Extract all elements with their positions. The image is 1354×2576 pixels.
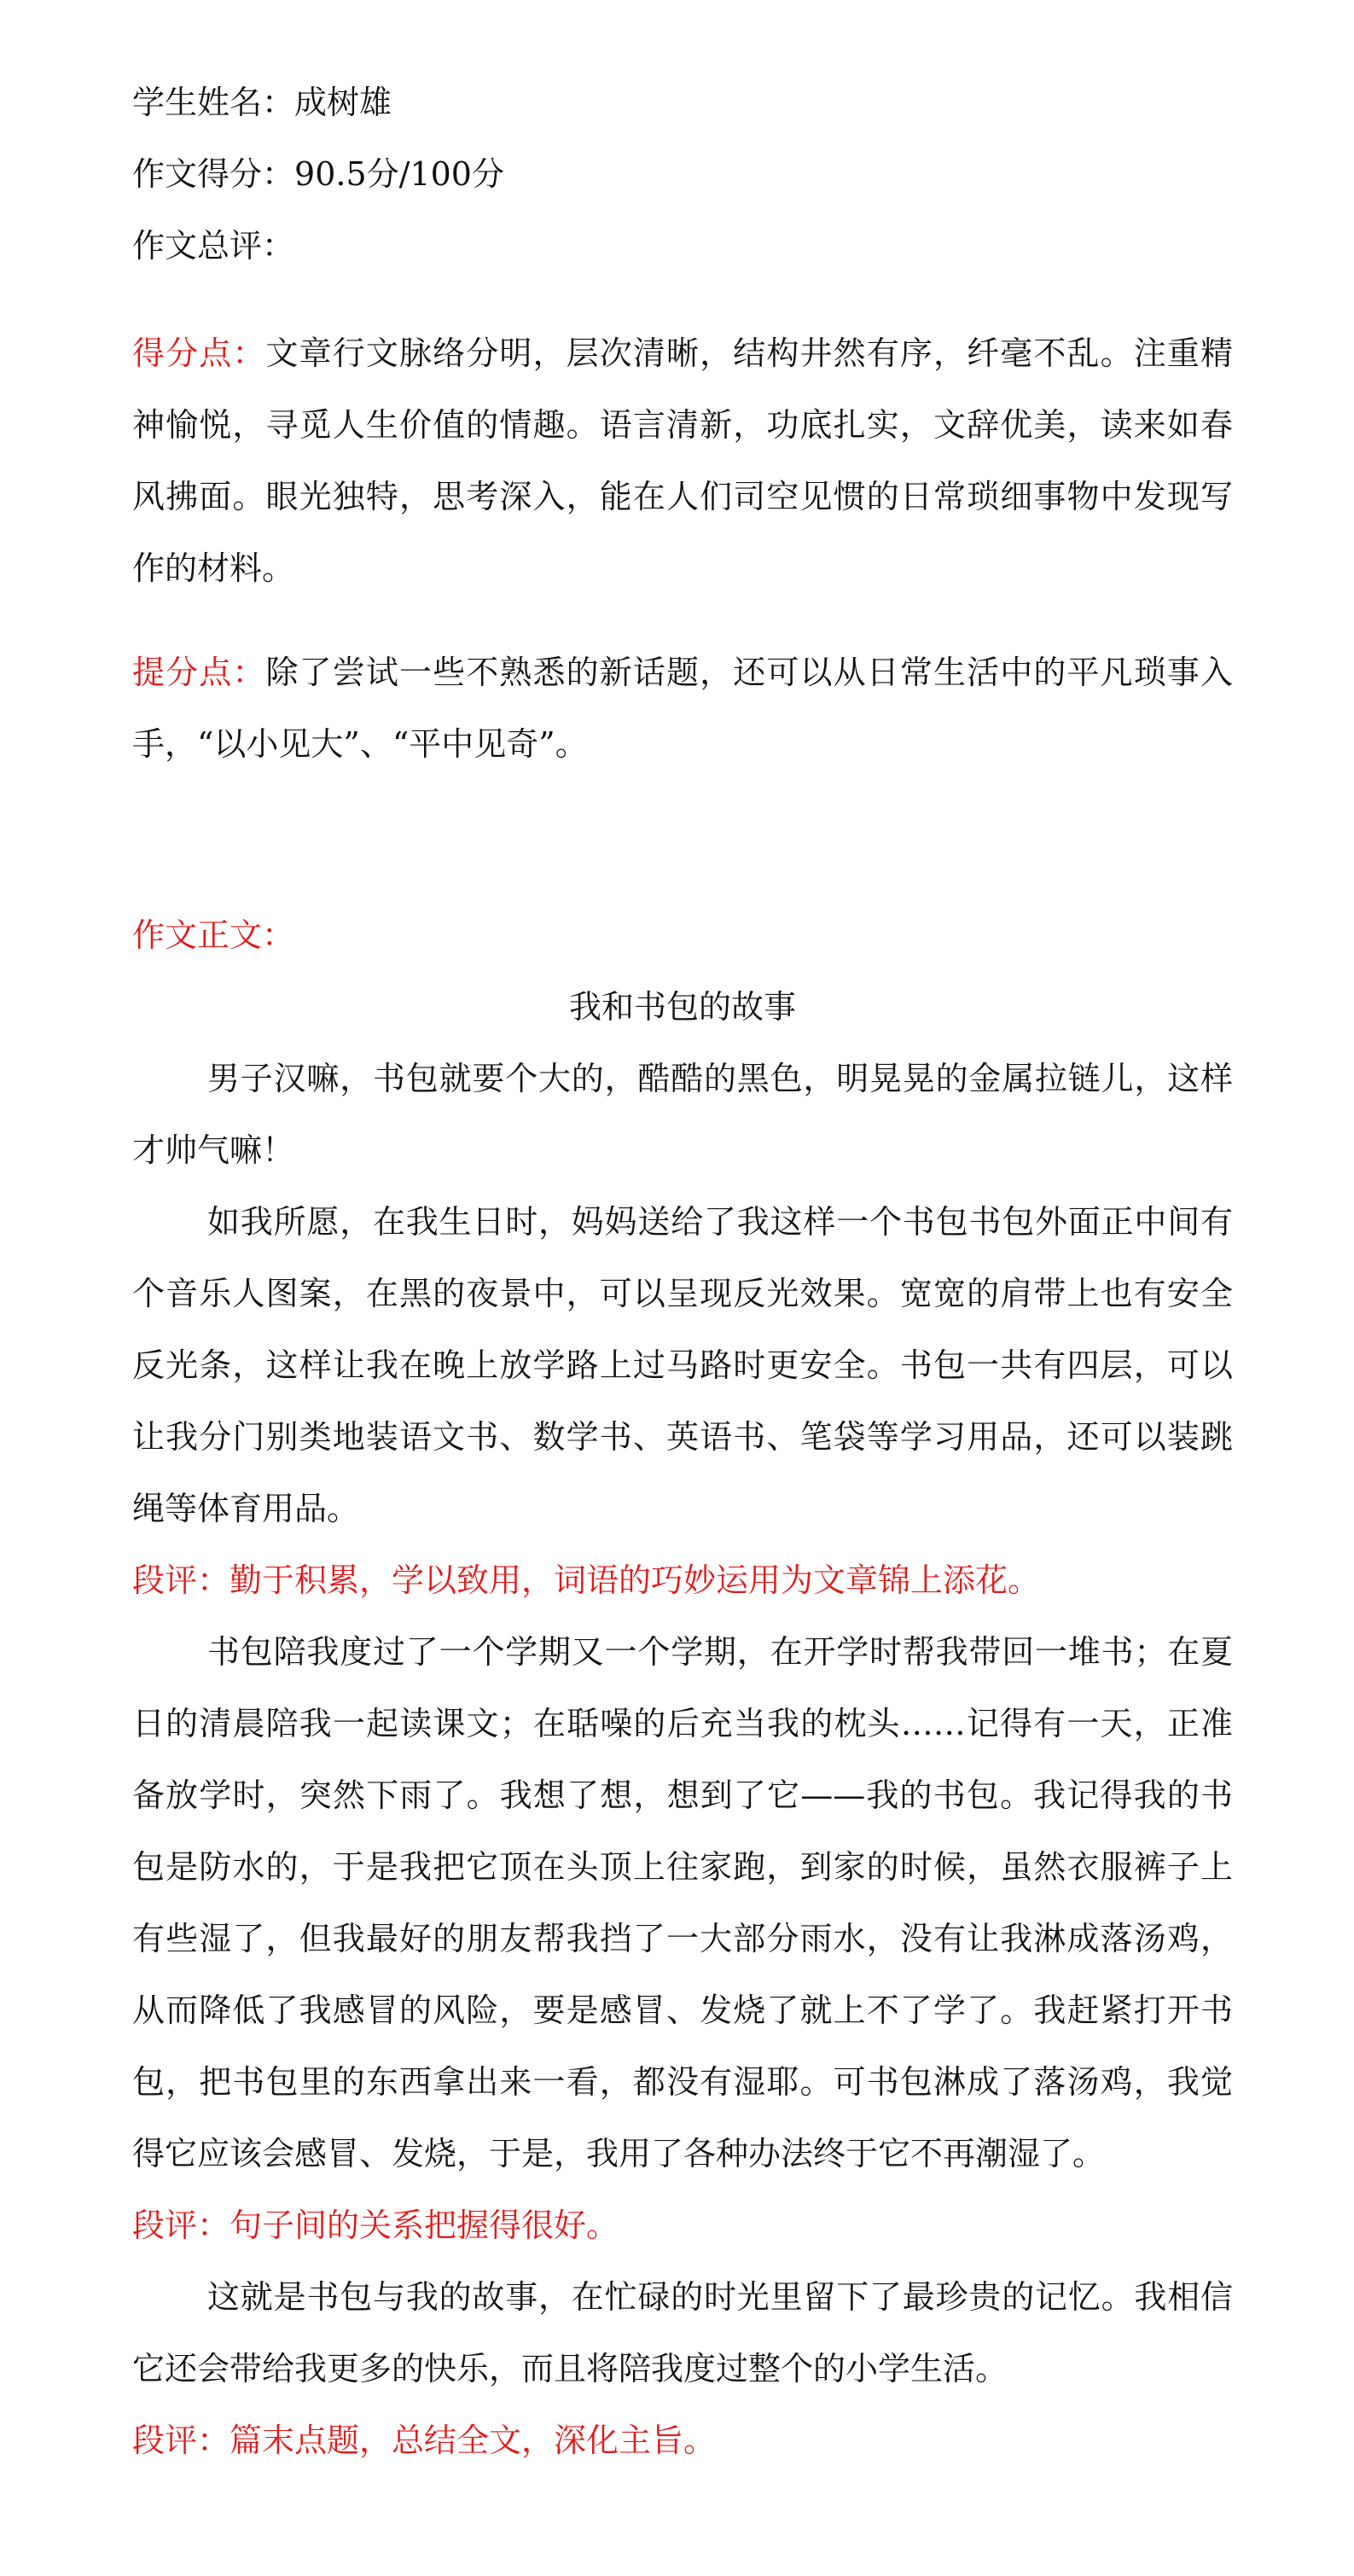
- paragraph-comment: 段评：句子间的关系把握得很好。: [132, 2207, 619, 2244]
- student-name-label: 学生姓名：: [132, 84, 295, 121]
- score-label: 作文得分：: [132, 155, 295, 193]
- essay-paragraph: 书包陪我度过了一个学期又一个学期，在开学时帮我带回一堆书；在夏日的清晨陪我一起读课文；在聒噪的后充当我的枕头……记得有一天，正准备放学时，突然下雨了。我想了想，想到了它——我的书包。我记得我的书包是防水的，于是我把它顶在头顶上往家跑，到家的时候，虽然衣服裤子上有些湿了，但我最好的朋友帮我挡了一大部分雨水，没有让我淋成落汤鸡，从而降低了我感冒的风险，要是感冒、发烧了就上不了学了。我赶紧打开书包，把书包里的东西拿出来一看，都没有湿耶。可书包淋成了落汤鸡，我觉得它应该会感冒、发烧，于是，我用了各种办法终于它不再潮湿了。: [132, 1633, 1233, 2172]
- essay-paragraph: 男子汉嘛，书包就要个大的，酷酷的黑色，明晃晃的金属拉链儿，这样才帅气嘛！: [132, 1060, 1233, 1169]
- student-name-value: 成树雄: [294, 84, 392, 121]
- overall-review-label: 作文总评：: [132, 227, 295, 265]
- strengths-text: 文章行文脉络分明，层次清晰，结构井然有序，纤毫不乱。注重精神愉悦，寻觅人生价值的情趣。语言清新，功底扎实，文辞优美，读来如春风拂面。眼光独特，思考深入，能在人们司空见惯的日常琐细事物中发现写作的材料。: [132, 334, 1233, 587]
- improvement-block: [132, 637, 1233, 780]
- overall-review-heading: [132, 210, 1233, 282]
- strengths-block: [132, 317, 1233, 604]
- improvement-text: 除了尝试一些不熟悉的新话题，还可以从日常生活中的平凡琐事入手，“以小见大”、“平中见奇”。: [132, 654, 1233, 763]
- improvement-label: 提分点：: [132, 654, 266, 691]
- score-value: 90.5分/100分: [294, 155, 504, 193]
- paragraph-comment: 段评：篇末点题，总结全文，深化主旨。: [132, 2422, 717, 2459]
- essay-page: [132, 0, 1233, 2476]
- strengths-label: 得分点：: [132, 334, 266, 372]
- essay-paragraph: 如我所愿，在我生日时，妈妈送给了我这样一个书包书包外面正中间有个音乐人图案，在黑的夜景中，可以呈现反光效果。宽宽的肩带上也有安全反光条，这样让我在晚上放学路上过马路时更安全。书包一共有四层，可以让我分门别类地装语文书、数学书、英语书、笔袋等学习用品，还可以装跳绳等体育用品。: [132, 1203, 1233, 1527]
- essay-section-heading: 作文正文：: [132, 916, 295, 954]
- score-line: [132, 138, 1233, 210]
- student-name-line: [132, 67, 1233, 138]
- paragraph-comment: 段评：勤于积累，学以致用，词语的巧妙运用为文章锦上添花。: [132, 1561, 1041, 1599]
- essay-paragraph: 这就是书包与我的故事，在忙碌的时光里留下了最珍贵的记忆。我相信它还会带给我更多的快乐，而且将陪我度过整个的小学生活。: [132, 2278, 1233, 2387]
- essay-title: 我和书包的故事: [568, 988, 796, 1026]
